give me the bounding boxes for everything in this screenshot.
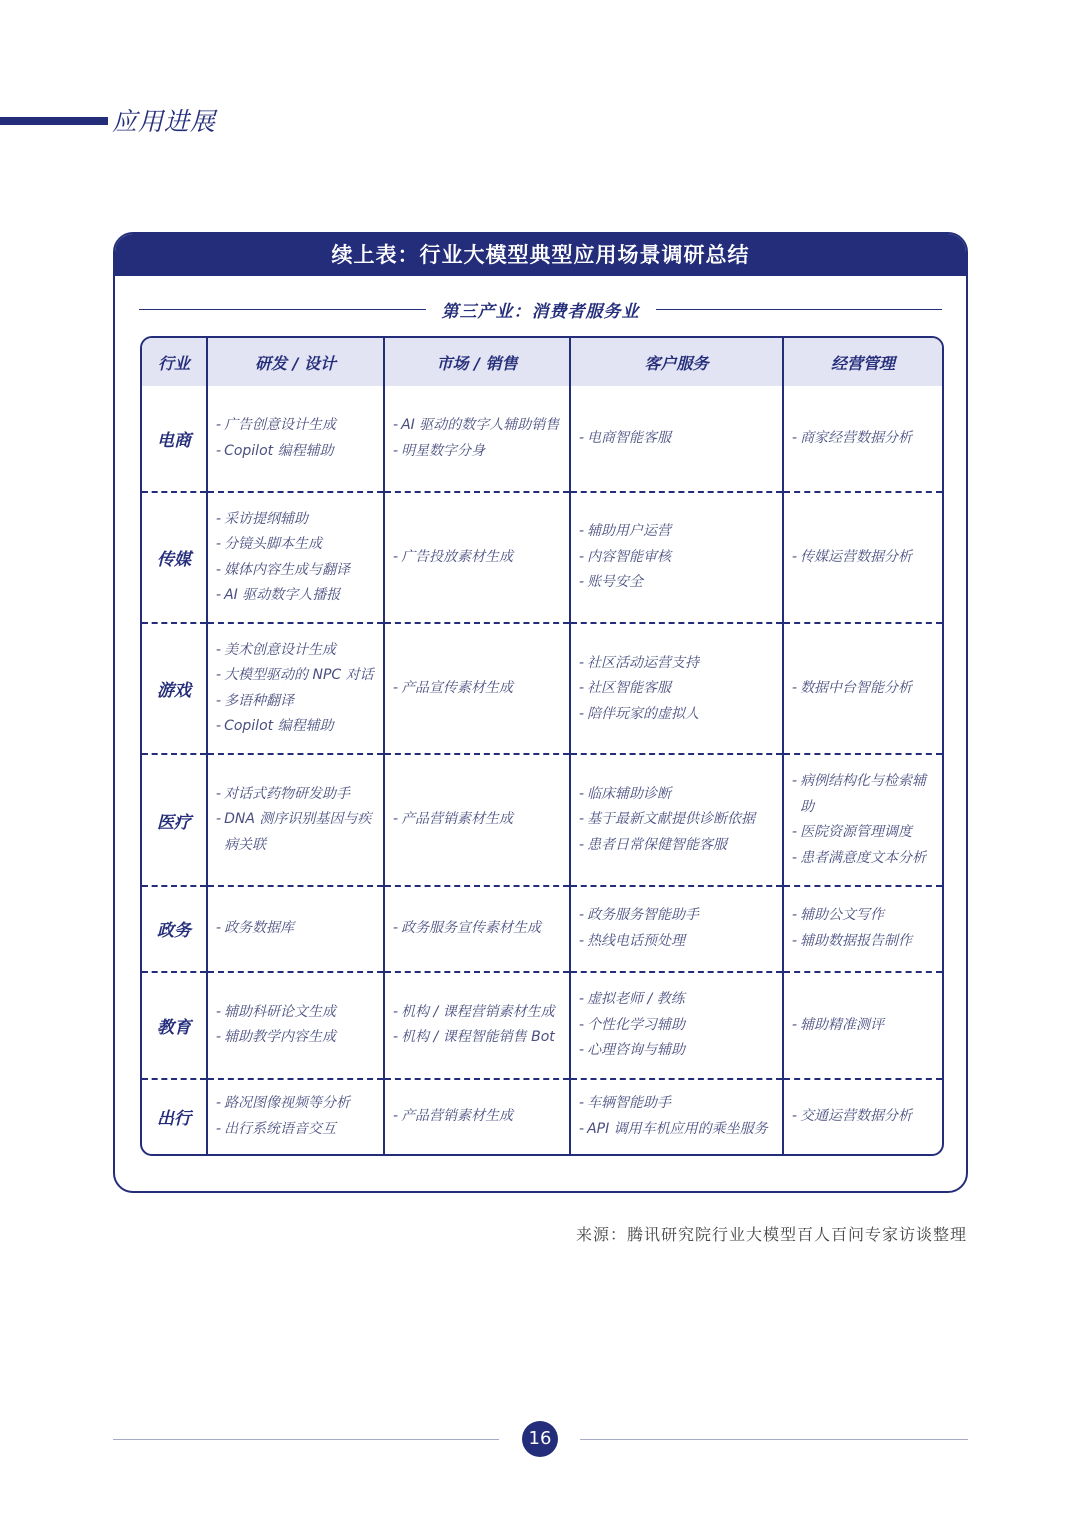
subtitle-divider-left: [139, 309, 426, 310]
list-item: - 广告创意设计生成: [216, 417, 337, 434]
table-cell: [384, 886, 570, 972]
subtitle-divider-right: [656, 309, 943, 310]
list-item: - AI 驱动数字人播报: [216, 587, 341, 604]
list-item: - 美术创意设计生成: [216, 641, 337, 658]
list-item: - AI 驱动的数字人辅助销售: [393, 417, 560, 434]
table-cell: [783, 886, 942, 972]
table-cell: [384, 972, 570, 1079]
table-row: [142, 886, 942, 972]
list-item: - 辅助数据报告制作: [792, 932, 913, 949]
table-cell: [570, 623, 783, 754]
list-item: - 电商智能客服: [579, 429, 672, 446]
table-cell: [783, 972, 942, 1079]
list-item: - 明星数字分身: [393, 442, 486, 459]
table-cell: [384, 754, 570, 885]
table-header-row: [142, 338, 942, 386]
list-item: - 热线电话预处理: [579, 932, 686, 949]
section-title: 应用进展: [112, 107, 217, 136]
list-item: - 患者日常保健智能客服: [579, 836, 728, 853]
footer-divider-right: [580, 1439, 968, 1440]
table-row: [142, 972, 942, 1079]
table-row: [142, 623, 942, 754]
list-item: - 个性化学习辅助: [579, 1016, 686, 1033]
list-item: - 多语种翻译: [216, 692, 295, 709]
list-item: - 临床辅助诊断: [579, 785, 672, 802]
table-cell: [570, 886, 783, 972]
list-item: - 社区智能客服: [579, 680, 672, 697]
list-item: - 辅助教学内容生成: [216, 1029, 337, 1046]
header-operations: 经营管理: [830, 353, 895, 373]
industry-cell: 医疗: [142, 754, 207, 885]
industry-cell: 出行: [142, 1079, 207, 1154]
list-item: - DNA 测序识别基因与疾病关联: [216, 811, 372, 853]
list-item: - 产品宣传素材生成: [393, 680, 514, 697]
list-item: - 分镜头脚本生成: [216, 536, 323, 553]
list-item: - API 调用车机应用的乘坐服务: [579, 1120, 768, 1137]
list-item: - 政务服务智能助手: [579, 907, 700, 924]
table-row: [142, 754, 942, 885]
list-item: - 辅助公文写作: [792, 907, 885, 924]
list-item: - 车辆智能助手: [579, 1095, 672, 1112]
list-item: - 大模型驱动的 NPC 对话: [216, 667, 374, 684]
table-cell: [570, 1079, 783, 1154]
industry-cell: 政务: [142, 886, 207, 972]
list-item: - 陪伴玩家的虚拟人: [579, 705, 700, 722]
header-industry: 行业: [142, 338, 207, 386]
list-item: - 基于最新文献提供诊断依据: [579, 811, 756, 828]
list-item: - 交通运营数据分析: [792, 1108, 913, 1125]
table-row: [142, 1079, 942, 1154]
list-item: - 产品营销素材生成: [393, 1108, 514, 1125]
list-item: - 广告投放素材生成: [393, 548, 514, 565]
table-cell: [207, 972, 384, 1079]
list-item: - Copilot 编程辅助: [216, 442, 334, 459]
table-cell: [783, 1079, 942, 1154]
list-item: - 传媒运营数据分析: [792, 548, 913, 565]
table-cell: [570, 386, 783, 492]
list-item: - 机构 / 课程营销素材生成: [393, 1003, 555, 1020]
header-accent-bar: [0, 117, 108, 125]
table-cell: [207, 492, 384, 623]
industry-cell: 电商: [142, 386, 207, 492]
table-cell: [570, 754, 783, 885]
industry-cell: 传媒: [142, 492, 207, 623]
list-item: - 心理咨询与辅助: [579, 1042, 686, 1059]
table-cell: [570, 492, 783, 623]
card-subtitle: 第三产业：消费者服务业: [441, 301, 640, 322]
table-cell: [570, 972, 783, 1079]
list-item: - 产品营销素材生成: [393, 811, 514, 828]
table-cell: [384, 386, 570, 492]
list-item: - 辅助用户运营: [579, 523, 672, 540]
list-item: - 辅助精准测评: [792, 1016, 885, 1033]
table-cell: [207, 623, 384, 754]
table-row: [142, 492, 942, 623]
industry-cell: 游戏: [142, 623, 207, 754]
table-cell: [207, 1079, 384, 1154]
list-item: - 患者满意度文本分析: [792, 849, 927, 866]
table-cell: [783, 492, 942, 623]
table-row: [142, 386, 942, 492]
table-cell: [384, 1079, 570, 1154]
card-title: 续上表：行业大模型典型应用场景调研总结: [115, 234, 966, 276]
card-subtitle-row: [139, 297, 942, 321]
summary-card: [113, 232, 968, 1193]
list-item: - 采访提纲辅助: [216, 510, 309, 527]
list-item: - 医院资源管理调度: [792, 824, 913, 841]
list-item: - 商家经营数据分析: [792, 429, 913, 446]
list-item: - 虚拟老师 / 教练: [579, 991, 685, 1008]
table-cell: [384, 623, 570, 754]
table-cell: [783, 754, 942, 885]
list-item: - 政务数据库: [216, 919, 295, 936]
table-cell: [783, 386, 942, 492]
list-item: - 数据中台智能分析: [792, 680, 913, 697]
list-item: - 媒体内容生成与翻译: [216, 561, 351, 578]
table-cell: [207, 386, 384, 492]
footer-divider-left: [113, 1439, 499, 1440]
table-cell: [783, 623, 942, 754]
table-cell: [384, 492, 570, 623]
list-item: - 出行系统语音交互: [216, 1120, 337, 1137]
list-item: - 政务服务宣传素材生成: [393, 919, 542, 936]
list-item: - 社区活动运营支持: [579, 654, 700, 671]
industry-cell: 教育: [142, 972, 207, 1079]
list-item: - 账号安全: [579, 574, 644, 591]
header-rd-design: 研发 / 设计: [207, 338, 384, 386]
header-customer-service: 客户服务: [570, 338, 783, 386]
list-item: - 路况图像视频等分析: [216, 1095, 351, 1112]
list-item: - 对话式药物研发助手: [216, 785, 351, 802]
list-item: - 内容智能审核: [579, 548, 672, 565]
table-cell: [207, 886, 384, 972]
scenario-table: [140, 336, 944, 1156]
page-number: 16: [522, 1421, 558, 1457]
header-marketing-sales: 市场 / 销售: [384, 338, 570, 386]
table-cell: [207, 754, 384, 885]
source-note: 来源：腾讯研究院行业大模型百人百问专家访谈整理: [575, 1225, 967, 1244]
list-item: - Copilot 编程辅助: [216, 718, 334, 735]
list-item: - 机构 / 课程智能销售 Bot: [393, 1029, 555, 1046]
list-item: - 病例结构化与检索辅助: [792, 773, 927, 815]
list-item: - 辅助科研论文生成: [216, 1003, 337, 1020]
